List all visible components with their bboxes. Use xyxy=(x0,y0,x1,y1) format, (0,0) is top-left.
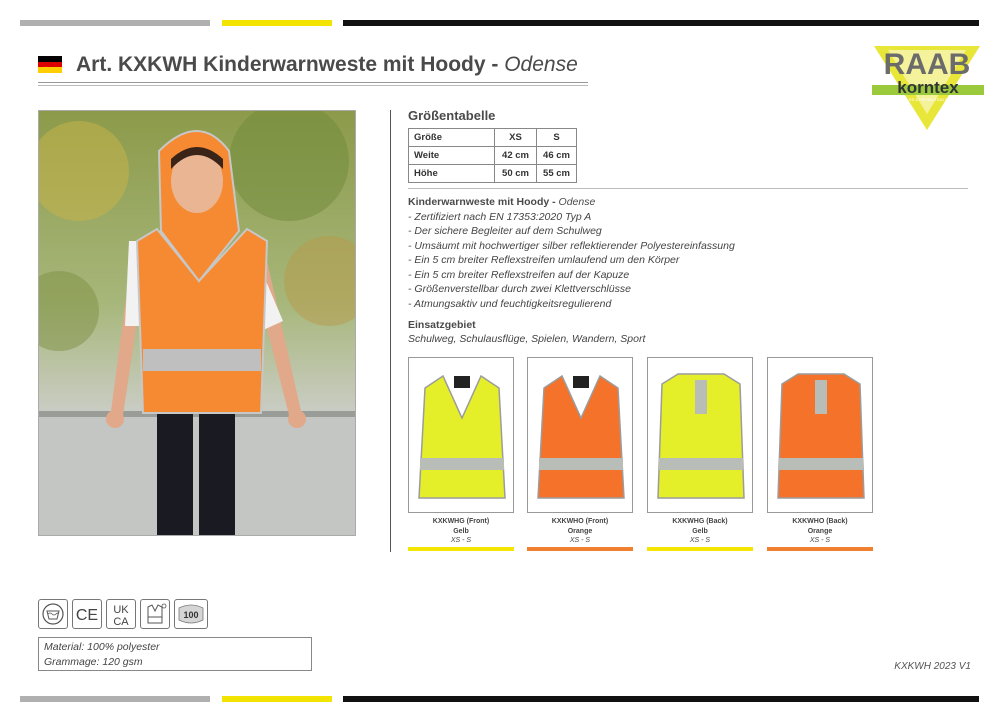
bottom-bar-black xyxy=(343,696,979,702)
description-heading-model: Odense xyxy=(558,196,596,208)
vest-card-2 xyxy=(527,357,633,513)
vest-card-1 xyxy=(408,357,514,513)
vest-reflective-icon xyxy=(140,599,170,629)
product-photo xyxy=(38,110,356,536)
list-item: - Ein 5 cm breiter Reflexstreifen umlaufend um den Körper xyxy=(408,254,680,266)
logo-korntex-text: korntex xyxy=(897,78,959,97)
raab-korntex-logo xyxy=(866,40,988,132)
variant-caption xyxy=(408,517,514,546)
list-item: - Größenverstellbar durch zwei Klettverschlüsse xyxy=(408,283,631,295)
document-version: KXKWH 2023 V1 xyxy=(894,661,971,672)
material-box xyxy=(38,637,312,671)
vest-back-image xyxy=(648,358,754,514)
hood-reflective-stripe xyxy=(815,380,827,414)
table-cell: 42 cm xyxy=(495,147,537,165)
hood-reflective-stripe xyxy=(695,380,707,414)
list-item: - Zertifiziert nach EN 17353:2020 Typ A xyxy=(408,210,592,223)
washing-care-icon xyxy=(38,599,68,629)
logo-raab-text: RAAB xyxy=(883,48,971,81)
ukca-mark-icon xyxy=(106,599,136,629)
variant-color: Gelb xyxy=(692,527,708,535)
color-strip xyxy=(647,547,753,551)
grammage-badge-icon xyxy=(174,599,208,629)
neck-label xyxy=(573,376,589,388)
top-bar-black xyxy=(343,20,979,26)
variant-sizes: XS - S xyxy=(809,537,831,544)
title-prefix: Art. KXKWH Kinderwarnweste mit Hoody - xyxy=(76,53,505,76)
table-cell: Größe xyxy=(409,129,495,147)
vest-body xyxy=(538,376,624,498)
table-cell: 55 cm xyxy=(537,165,577,183)
table-row xyxy=(409,165,577,183)
variant-caption xyxy=(647,517,753,546)
product-description xyxy=(408,195,735,311)
ce-text: CE xyxy=(75,607,99,624)
grammage-badge-text: 100 xyxy=(183,610,199,620)
vest-body xyxy=(419,376,505,498)
table-cell: XS xyxy=(495,129,537,147)
material-line: Material: 100% polyester xyxy=(44,641,160,653)
ukca-top-text: UK xyxy=(113,604,129,616)
bottom-bar-gray xyxy=(20,696,210,702)
size-table-heading: Größentabelle xyxy=(408,108,496,123)
vest-card-3 xyxy=(647,357,753,513)
title-underline-2 xyxy=(38,85,588,86)
variant-caption xyxy=(767,517,873,546)
color-strip xyxy=(408,547,514,551)
table-cell: 50 cm xyxy=(495,165,537,183)
variant-sizes: XS - S xyxy=(569,537,591,544)
ukca-bottom-text: CA xyxy=(113,616,129,628)
reflective-band xyxy=(659,458,743,470)
variant-sizes: XS - S xyxy=(689,537,711,544)
color-strip xyxy=(767,547,873,551)
section-rule xyxy=(408,188,968,189)
variant-caption xyxy=(527,517,633,546)
vest-card-4 xyxy=(767,357,873,513)
neck-label xyxy=(454,376,470,388)
table-cell: Weite xyxy=(409,147,495,165)
bottom-bar-yellow xyxy=(222,696,332,702)
top-bar-gray xyxy=(20,20,210,26)
description-heading-prefix: Kinderwarnweste mit Hoody - xyxy=(408,196,559,208)
variant-sizes: XS - S xyxy=(450,537,472,544)
logo-tagline: TEXTILES & PROMOTION OUTLET xyxy=(895,97,961,102)
vest-back-image xyxy=(768,358,874,514)
list-item: - Atmungsaktiv und feuchtigkeitsregulierend xyxy=(408,297,612,310)
variant-code: KXKWHO (Front) xyxy=(551,518,609,525)
table-cell: Höhe xyxy=(409,165,495,183)
grammage-line: Grammage: 120 gsm xyxy=(44,655,143,668)
variant-color: Orange xyxy=(807,527,833,535)
reflective-band xyxy=(420,458,504,470)
usage-heading: Einsatzgebiet xyxy=(408,319,476,331)
title-model: Odense xyxy=(504,53,578,76)
table-row xyxy=(409,129,577,147)
variant-code: KXKWHO (Back) xyxy=(792,518,848,525)
title-underline xyxy=(38,82,588,83)
table-cell: 46 cm xyxy=(537,147,577,165)
variant-color: Gelb xyxy=(453,527,469,535)
german-flag-icon xyxy=(38,56,62,73)
color-strip xyxy=(527,547,633,551)
reflective-band xyxy=(779,458,863,470)
usage-text: Schulweg, Schulausflüge, Spielen, Wandern, Sport xyxy=(408,333,646,345)
vertical-divider xyxy=(390,110,391,552)
variant-code: KXKWHG (Back) xyxy=(672,518,728,525)
table-row xyxy=(409,147,577,165)
vest-front-image xyxy=(528,358,634,514)
table-cell: S xyxy=(537,129,577,147)
top-bar-yellow xyxy=(222,20,332,26)
size-table xyxy=(408,128,577,183)
ce-mark-icon xyxy=(72,599,102,629)
variant-color: Orange xyxy=(567,527,593,535)
feature-list xyxy=(408,210,735,312)
variant-code: KXKWHG (Front) xyxy=(432,518,490,525)
list-item: - Ein 5 cm breiter Reflexstreifen auf der Kapuze xyxy=(408,268,630,281)
list-item: - Der sichere Begleiter auf dem Schulweg xyxy=(408,225,602,237)
description-heading xyxy=(408,195,735,210)
page-title xyxy=(76,53,578,77)
vest-front-image xyxy=(409,358,515,514)
list-item: - Umsäumt mit hochwertiger silber reflektierender Polyestereinfassung xyxy=(408,239,735,252)
reflective-band xyxy=(539,458,623,470)
